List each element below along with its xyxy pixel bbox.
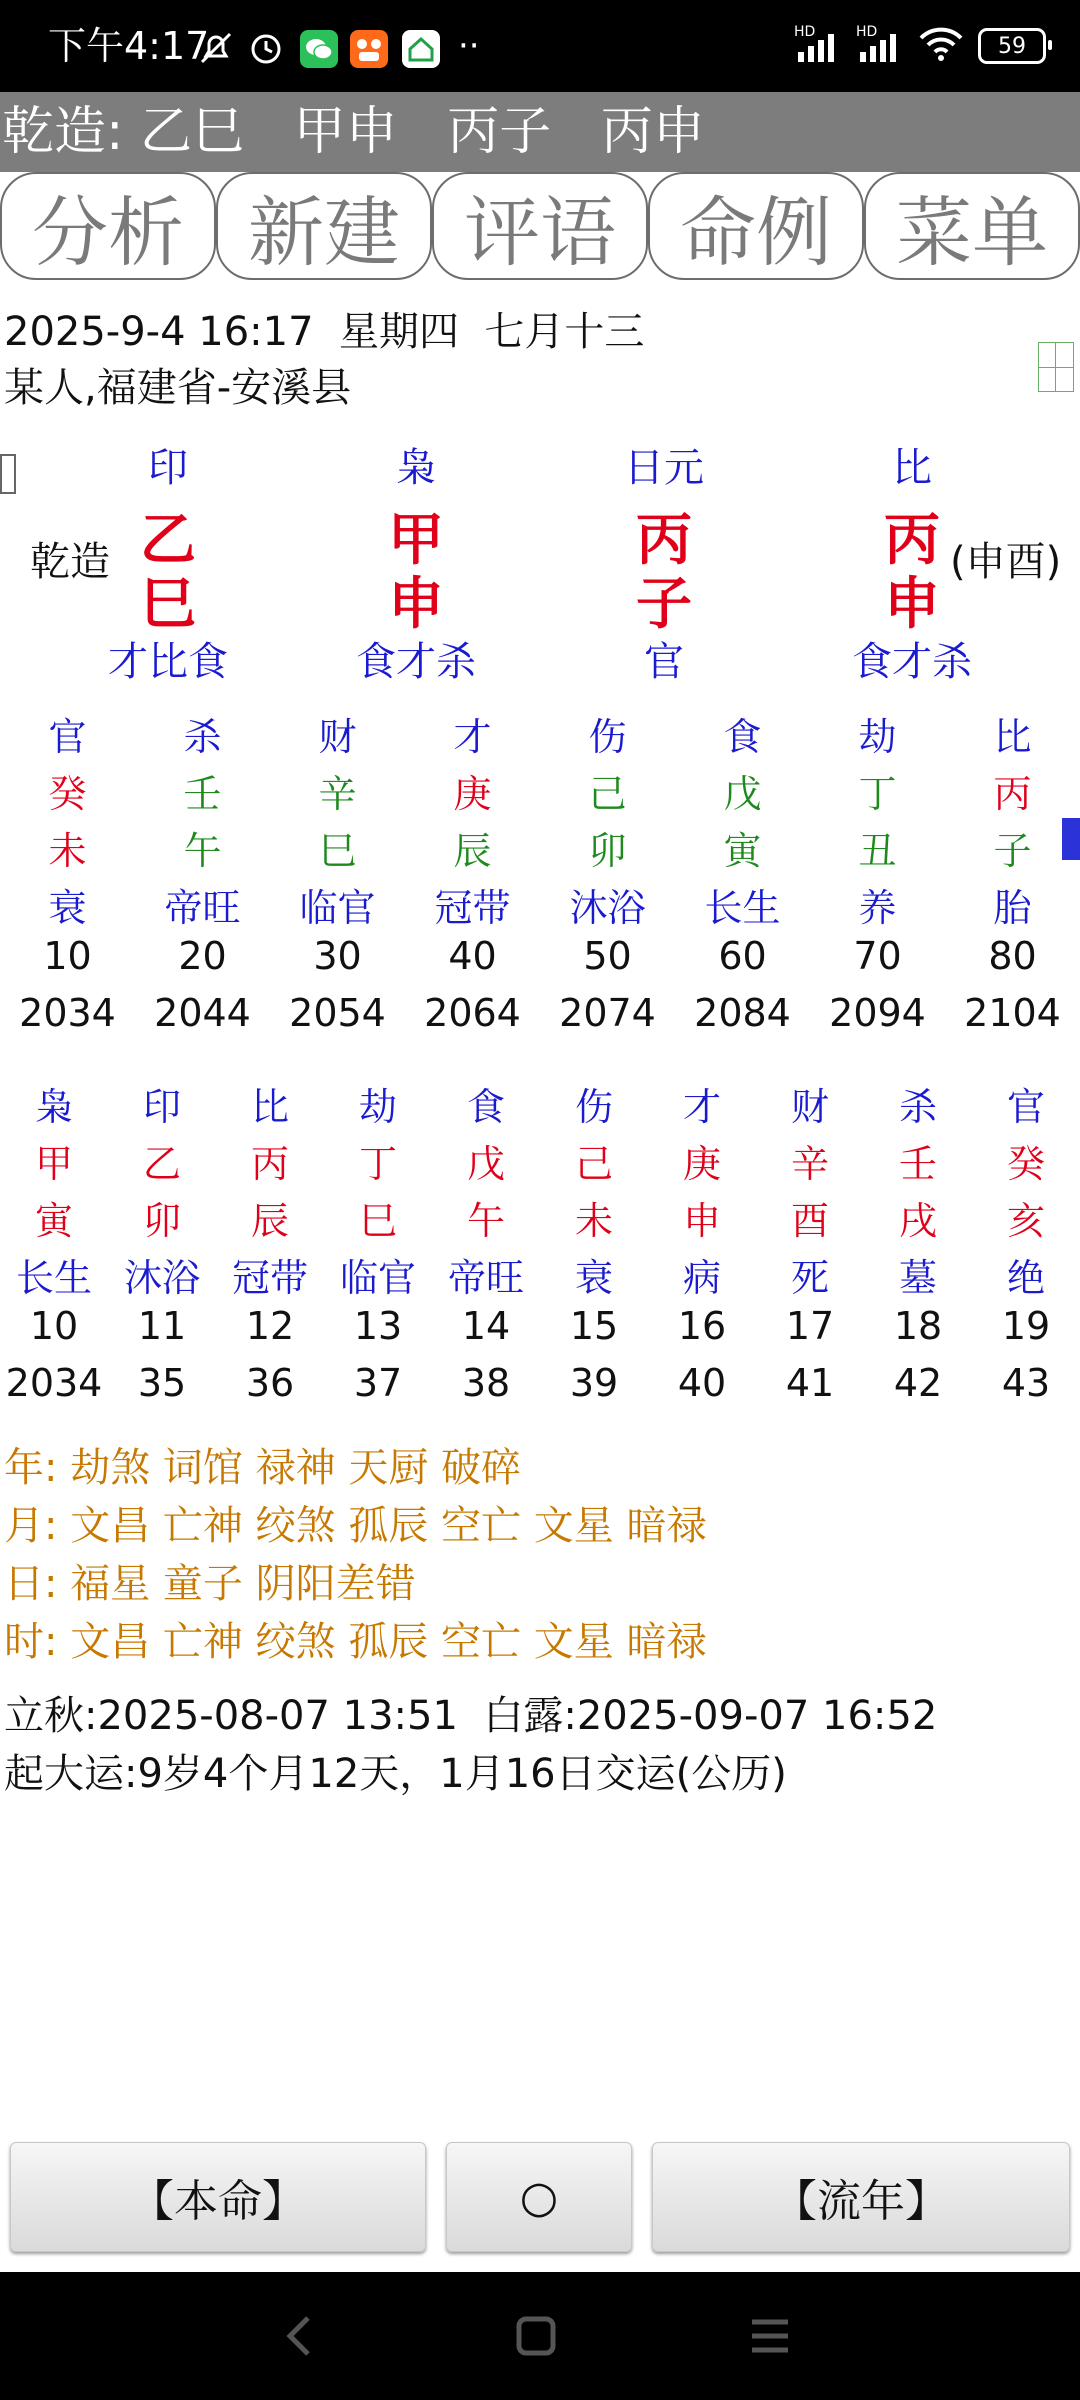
- dayun-age-7: 80: [988, 934, 1037, 978]
- liunian-god-1: 印: [142, 1085, 181, 1129]
- person-line: 某人,福建省-安溪县: [4, 365, 352, 411]
- liunian-button[interactable]: 【流年】: [652, 2142, 1070, 2252]
- dayun-age-2: 30: [313, 934, 362, 978]
- dayun-state-7: 胎: [993, 886, 1032, 930]
- dayun-stem-3: 庚: [453, 772, 492, 816]
- liunian-year-3: 37: [353, 1361, 403, 1405]
- dayun-stem-0: 癸: [48, 772, 87, 816]
- liunian-year-8: 42: [893, 1361, 943, 1405]
- liunian-stem-6: 庚: [682, 1142, 721, 1186]
- liunian-state-1: 沐浴: [123, 1256, 200, 1300]
- liunian-branch-7: 酉: [790, 1199, 829, 1243]
- liunian-branch-0: 寅: [34, 1199, 73, 1243]
- liunian-state-4: 帝旺: [447, 1256, 524, 1300]
- pillar-hour-branch: 申: [884, 572, 940, 637]
- liunian-branch-9: 亥: [1006, 1199, 1045, 1243]
- liunian-god-2: 比: [250, 1085, 289, 1129]
- pillar-year-stem: 乙: [140, 508, 196, 573]
- app-orange-icon: [350, 30, 388, 68]
- liunian-god-6: 才: [682, 1085, 721, 1129]
- liunian-state-3: 临官: [339, 1256, 416, 1300]
- dayun-stem-4: 己: [588, 772, 627, 816]
- liunian-year-1: 35: [137, 1361, 187, 1405]
- liunian-branch-4: 午: [466, 1199, 505, 1243]
- dayun-state-4: 沐浴: [569, 886, 646, 930]
- left-edge-box-icon[interactable]: [0, 454, 16, 494]
- dayun-year-3: 2064: [424, 991, 521, 1035]
- bazi-summary-bar: [0, 92, 1080, 172]
- dayun-god-3: 才: [453, 715, 492, 759]
- pillar-hour-hidden: 食才杀: [852, 639, 972, 685]
- liunian-year-6: 40: [677, 1361, 727, 1405]
- comment-button[interactable]: 评语: [432, 172, 648, 280]
- liunian-year-4: 38: [461, 1361, 511, 1405]
- liunian-age-9: 19: [1001, 1304, 1051, 1348]
- jieqi-line: 立秋:2025-08-07 13:51 白露:2025-09-07 16:52: [4, 1693, 938, 1739]
- dayun-branch-0: 未: [48, 829, 87, 873]
- pillar-year-god: 印: [148, 445, 188, 491]
- liunian-god-7: 财: [790, 1085, 829, 1129]
- qiyun-line: 起大运:9岁4个月12天，1月16日交运(公历): [4, 1751, 787, 1797]
- dayun-stem-5: 戊: [723, 772, 762, 816]
- dayun-stem-7: 丙: [993, 772, 1032, 816]
- liunian-age-0: 10: [29, 1304, 79, 1348]
- recents-icon[interactable]: [748, 2312, 792, 2364]
- dayun-stem-1: 壬: [183, 772, 222, 816]
- liunian-god-3: 劫: [358, 1085, 397, 1129]
- dayun-state-0: 衰: [48, 886, 87, 930]
- liunian-age-3: 13: [353, 1304, 403, 1348]
- dayun-branch-5: 寅: [723, 829, 762, 873]
- dayun-god-6: 劫: [858, 715, 897, 759]
- liunian-stem-7: 辛: [790, 1142, 829, 1186]
- liunian-age-8: 18: [893, 1304, 943, 1348]
- liunian-branch-1: 卯: [142, 1199, 181, 1243]
- dayun-state-5: 长生: [704, 886, 781, 930]
- liunian-age-7: 17: [785, 1304, 835, 1348]
- wechat-icon: [300, 30, 338, 68]
- pillar-month-god: 枭: [396, 445, 436, 491]
- dayun-stem-2: 辛: [318, 772, 357, 816]
- liunian-god-4: 食: [466, 1085, 505, 1129]
- home-icon[interactable]: [514, 2312, 558, 2364]
- dayun-god-5: 食: [723, 715, 762, 759]
- liunian-year-7: 41: [785, 1361, 835, 1405]
- liunian-stem-9: 癸: [1006, 1142, 1045, 1186]
- dayun-branch-6: 丑: [858, 829, 897, 873]
- liunian-age-2: 12: [245, 1304, 295, 1348]
- liunian-god-9: 官: [1006, 1085, 1045, 1129]
- chart-label: 乾造: [30, 539, 110, 585]
- liunian-branch-6: 申: [682, 1199, 721, 1243]
- dayun-god-0: 官: [48, 715, 87, 759]
- pillar-year-branch: 巳: [140, 572, 196, 637]
- liunian-year-9: 43: [1001, 1361, 1051, 1405]
- wifi-icon: [918, 26, 964, 66]
- signal-icon-2: [856, 24, 904, 64]
- liunian-stem-3: 丁: [358, 1142, 397, 1186]
- dayun-age-5: 60: [718, 934, 767, 978]
- dayun-branch-3: 辰: [453, 829, 492, 873]
- pillar-day-branch: 子: [636, 572, 692, 637]
- liunian-stem-4: 戊: [466, 1142, 505, 1186]
- dayun-god-2: 财: [318, 715, 357, 759]
- liunian-age-6: 16: [677, 1304, 727, 1348]
- liunian-branch-3: 巳: [358, 1199, 397, 1243]
- system-nav-bar: [0, 2272, 1080, 2400]
- dayun-age-0: 10: [43, 934, 92, 978]
- scroll-marker[interactable]: [1062, 818, 1080, 860]
- liunian-branch-2: 辰: [250, 1199, 289, 1243]
- dayun-state-6: 养: [858, 886, 897, 930]
- analyze-button[interactable]: 分析: [0, 172, 216, 280]
- status-time: 下午4:17: [48, 24, 210, 68]
- shensha-hour: 时: 文昌 亡神 绞煞 孤辰 空亡 文星 暗禄: [4, 1619, 707, 1665]
- dayun-god-4: 伤: [588, 715, 627, 759]
- menu-button[interactable]: 菜单: [864, 172, 1080, 280]
- liunian-god-0: 枭: [34, 1085, 73, 1129]
- dayun-age-1: 20: [178, 934, 227, 978]
- kongwang-label: (申酉): [950, 539, 1062, 585]
- liunian-god-5: 伤: [574, 1085, 613, 1129]
- natal-button[interactable]: 【本命】: [10, 2142, 426, 2252]
- liunian-state-2: 冠带: [231, 1256, 308, 1300]
- signal-icon: [794, 24, 842, 64]
- liunian-state-7: 死: [790, 1256, 829, 1300]
- liunian-state-9: 绝: [1006, 1256, 1045, 1300]
- dayun-state-3: 冠带: [434, 886, 511, 930]
- liunian-state-0: 长生: [15, 1256, 92, 1300]
- bazi-summary-text: 乾造: 乙巳 甲申 丙子 丙申: [2, 102, 705, 162]
- grid-toggle-icon[interactable]: [1038, 342, 1074, 392]
- dayun-year-5: 2084: [694, 991, 791, 1035]
- dayun-stem-6: 丁: [858, 772, 897, 816]
- battery-icon: [978, 28, 1046, 64]
- dayun-branch-7: 子: [993, 829, 1032, 873]
- dayun-year-7: 2104: [964, 991, 1061, 1035]
- liunian-stem-0: 甲: [34, 1142, 73, 1186]
- liunian-state-5: 衰: [574, 1256, 613, 1300]
- liunian-branch-5: 未: [574, 1199, 613, 1243]
- dayun-age-4: 50: [583, 934, 632, 978]
- liunian-year-5: 39: [569, 1361, 619, 1405]
- cases-button[interactable]: 命例: [648, 172, 864, 280]
- status-right: [794, 22, 1046, 70]
- new-button[interactable]: 新建: [216, 172, 432, 280]
- shensha-month: 月: 文昌 亡神 绞煞 孤辰 空亡 文星 暗禄: [4, 1503, 707, 1549]
- dayun-age-3: 40: [448, 934, 497, 978]
- liunian-year-2: 36: [245, 1361, 295, 1405]
- pillar-hour-stem: 丙: [884, 508, 940, 573]
- dayun-year-2: 2054: [289, 991, 386, 1035]
- pillar-month-stem: 甲: [388, 508, 444, 573]
- dayun-age-6: 70: [853, 934, 902, 978]
- liunian-age-1: 11: [137, 1304, 187, 1348]
- liunian-state-8: 墓: [898, 1256, 937, 1300]
- hd-label: HD: [794, 24, 816, 40]
- alarm-icon: [246, 28, 286, 72]
- liunian-stem-1: 乙: [142, 1142, 181, 1186]
- more-notifications-icon: ··: [458, 26, 480, 66]
- pillar-year-hidden: 才比食: [108, 639, 228, 685]
- dayun-year-6: 2094: [829, 991, 926, 1035]
- shensha-year: 年: 劫煞 词馆 禄神 天厨 破碎: [4, 1445, 522, 1491]
- liunian-branch-8: 戌: [898, 1199, 937, 1243]
- shensha-day: 日: 福星 童子 阴阳差错: [4, 1561, 416, 1607]
- back-icon[interactable]: [278, 2312, 322, 2364]
- liunian-year-0: 2034: [5, 1361, 103, 1405]
- pillar-day-stem: 丙: [636, 508, 692, 573]
- status-bar: [0, 0, 1080, 92]
- dayun-year-4: 2074: [559, 991, 656, 1035]
- circle-button[interactable]: ○: [446, 2142, 632, 2252]
- dayun-branch-4: 卯: [588, 829, 627, 873]
- date-line: 2025-9-4 16:17 星期四 七月十三: [4, 309, 645, 355]
- dayun-year-0: 2034: [19, 991, 116, 1035]
- pillar-hour-god: 比: [892, 445, 932, 491]
- dayun-god-7: 比: [993, 715, 1032, 759]
- liunian-age-4: 14: [461, 1304, 511, 1348]
- dayun-state-1: 帝旺: [164, 886, 241, 930]
- liunian-stem-5: 己: [574, 1142, 613, 1186]
- dayun-branch-2: 巳: [318, 829, 357, 873]
- dayun-year-1: 2044: [154, 991, 251, 1035]
- liunian-stem-8: 壬: [898, 1142, 937, 1186]
- battery-level: 59: [998, 33, 1026, 59]
- dayun-branch-1: 午: [183, 829, 222, 873]
- liunian-stem-2: 丙: [250, 1142, 289, 1186]
- top-menu: [0, 172, 1080, 284]
- home-app-icon: [402, 30, 440, 68]
- hd-label-2: HD: [856, 24, 878, 40]
- mute-bell-icon: [196, 28, 236, 72]
- pillar-day-hidden: 官: [644, 639, 684, 685]
- pillar-month-hidden: 食才杀: [356, 639, 476, 685]
- pillar-month-branch: 申: [388, 572, 444, 637]
- dayun-state-2: 临官: [299, 886, 376, 930]
- dayun-god-1: 杀: [183, 715, 222, 759]
- liunian-age-5: 15: [569, 1304, 619, 1348]
- liunian-state-6: 病: [682, 1256, 721, 1300]
- pillar-day-god: 日元: [624, 445, 704, 491]
- liunian-god-8: 杀: [898, 1085, 937, 1129]
